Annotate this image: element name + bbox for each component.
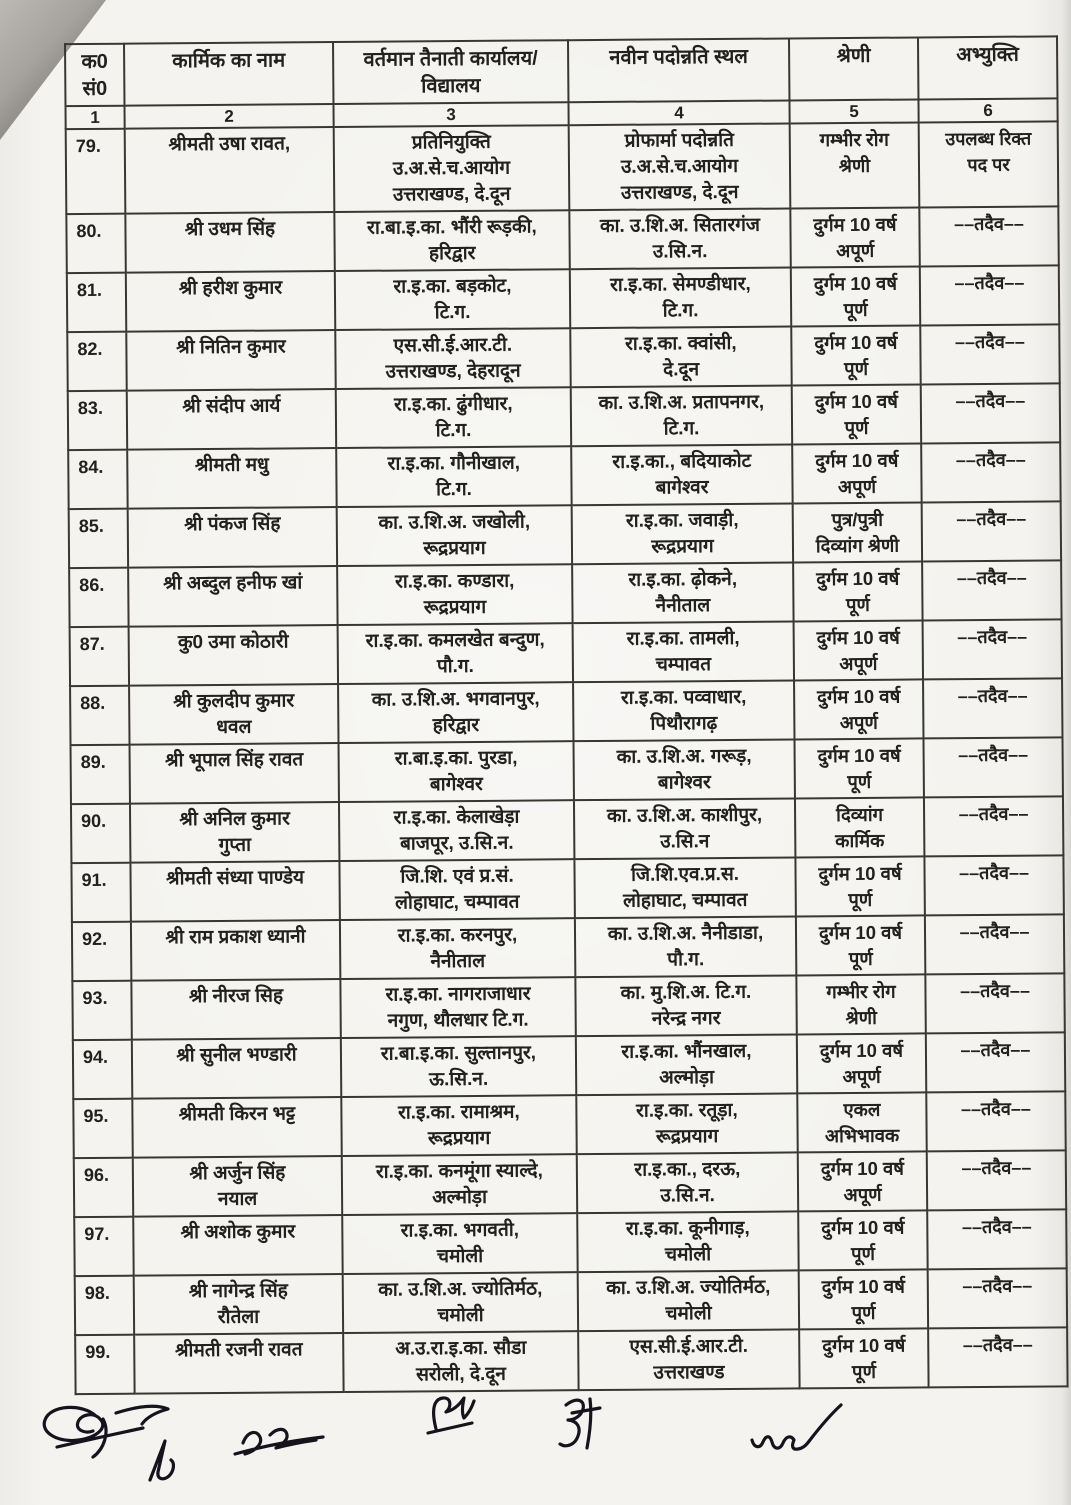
name-cell: श्रीमती किरन भट्ट [132,1097,341,1158]
current-posting-cell: का. उ.शि.अ. भगवानपुर, हरिद्वार [338,682,573,743]
table-body [66,121,1068,1394]
remarks-cell: ––तदैव–– [927,1209,1066,1269]
table-row [72,973,1064,1040]
serial-cell: 95. [73,1099,132,1158]
table-row [66,206,1058,273]
remarks-cell: ––तदैव–– [924,796,1063,856]
header-remarks: अभ्युक्ति [918,36,1057,99]
serial-cell: 85. [69,509,128,568]
signature-ink-6 [752,1405,841,1449]
table-row [67,324,1059,391]
category-cell: दुर्गम 10 वर्ष पूर्ण [796,915,925,975]
table-row [68,383,1060,450]
serial-cell: 81. [67,273,126,332]
remarks-cell: ––तदैव–– [926,1091,1065,1151]
table-row [69,560,1061,627]
table-row [67,265,1059,332]
new-posting-cell: प्रोफार्मा पदोन्नति उ.अ.से.च.आयोग उत्तराखण्ड, दे.दून [569,123,791,210]
serial-cell: 84. [68,450,127,509]
remarks-cell: ––तदैव–– [927,1150,1066,1210]
remarks-cell: ––तदैव–– [922,560,1061,620]
current-posting-cell: रा.बा.इ.का. सुल्तानपुर, ऊ.सि.न. [341,1036,576,1097]
new-posting-cell: जि.शि.एव.प्र.स. लोहाघाट, चम्पावत [574,857,795,918]
category-cell: दुर्गम 10 वर्ष पूर्ण [791,266,920,326]
new-posting-cell: रा.इ.का. कूनीगाड़, चमोली [577,1211,798,1272]
remarks-cell: ––तदैव–– [928,1327,1067,1387]
serial-cell: 93. [72,981,131,1040]
header-personnel-name: कार्मिक का नाम [124,42,333,106]
current-posting-cell: का. उ.शि.अ. ज्योतिर्मठ, चमोली [343,1272,578,1333]
current-posting-cell: का. उ.शि.अ. जखोली, रूद्रप्रयाग [337,505,572,566]
remarks-cell: ––तदैव–– [922,501,1061,561]
table-row [73,1091,1065,1158]
current-posting-cell: रा.इ.का. कमलखेत बन्दुण, पौ.ग. [338,623,573,684]
new-posting-cell: का. उ.शि.अ. नैनीडाडा, पौ.ग. [575,916,796,977]
current-posting-cell: रा.इ.का. केलाखेड़ा बाजपूर, उ.सि.न. [339,800,574,861]
name-cell: श्री अनिल कुमार गुप्ता [130,802,339,863]
serial-cell: 86. [69,568,128,627]
serial-cell: 92. [72,922,131,981]
serial-cell: 88. [70,686,129,745]
category-cell: दिव्यांग कार्मिक [795,797,924,857]
name-cell: श्री उधम सिंह [125,212,334,273]
category-cell: दुर्गम 10 वर्ष पूर्ण [798,1210,927,1270]
serial-cell: 97. [74,1217,133,1276]
serial-cell: 80. [66,214,125,273]
signature-ink-3 [235,1429,323,1454]
current-posting-cell: रा.बा.इ.का. पुरडा, बागेश्वर [339,741,574,802]
remarks-cell: ––तदैव–– [923,737,1062,797]
table-row [73,1032,1065,1099]
new-posting-cell: रा.इ.का., दरऊ, उ.सि.न. [577,1152,798,1213]
serial-cell: 94. [73,1040,132,1099]
category-cell: गम्भीर रोग श्रेणी [796,974,925,1034]
new-posting-cell: का. उ.शि.अ. सितारगंज उ.सि.न. [569,208,790,269]
category-cell: दुर्गम 10 वर्ष अपूर्ण [794,679,923,739]
signature-ink-5 [560,1399,600,1448]
new-posting-cell: रा.इ.का. ढ़ोकने, नैनीताल [572,562,793,623]
category-cell: दुर्गम 10 वर्ष पूर्ण [791,325,920,385]
new-posting-cell: का. उ.शि.अ. प्रतापनगर, टि.ग. [571,385,792,446]
current-posting-cell: रा.इ.का. रामाश्रम, रूद्रप्रयाग [341,1095,576,1156]
signature-ink-4 [428,1398,474,1433]
new-posting-cell: रा.इ.का. रतूड़ा, रूद्रप्रयाग [576,1093,797,1154]
remarks-cell: ––तदैव–– [919,206,1058,266]
serial-cell: 96. [74,1158,133,1217]
category-cell: दुर्गम 10 वर्ष पूर्ण [799,1269,928,1329]
table-row [68,442,1060,509]
new-posting-cell: रा.इ.का. जवाड़ी, रूद्रप्रयाग [572,503,793,564]
current-posting-cell: रा.इ.का. बड़कोट, टि.ग. [335,269,570,330]
name-cell: श्री भूपाल सिंह रावत [130,743,339,804]
header-serial-number: क0 सं0 [65,44,124,106]
remarks-cell: ––तदैव–– [923,678,1062,738]
current-posting-cell: एस.सी.ई.आर.टी. उत्तराखण्ड, देहरादून [335,328,570,389]
remarks-cell: ––तदैव–– [921,442,1060,502]
serial-cell: 79. [66,129,126,214]
new-posting-cell: का. उ.शि.अ. ज्योतिर्मठ, चमोली [578,1270,799,1331]
current-posting-cell: रा.इ.का. ढुंगीधार, टि.ग. [336,387,571,448]
current-posting-cell: रा.इ.का. गौनीखाल, टि.ग. [336,446,571,507]
table-row [71,855,1063,922]
table-row [69,501,1061,568]
new-posting-cell: का. उ.शि.अ. काशीपुर, उ.सि.न [574,798,795,859]
current-posting-cell: रा.इ.का. भगवती, चमोली [342,1213,577,1274]
name-cell: श्रीमती रजनी रावत [134,1333,343,1394]
remarks-cell: ––तदैव–– [926,1032,1065,1092]
serial-cell: 91. [71,863,130,922]
new-posting-cell: रा.इ.का. तामली, चम्पावत [573,621,794,682]
current-posting-cell: रा.इ.का. नागराजाधार नगुण, थौलधार टि.ग. [340,977,575,1038]
category-cell: दुर्गम 10 वर्ष पूर्ण [792,384,921,444]
remarks-cell: ––तदैव–– [928,1268,1067,1328]
header-current-posting: वर्तमान तैनाती कार्यालय/ विद्यालय [333,40,568,104]
signature-ink-1 [44,1406,168,1457]
serial-cell: 98. [75,1276,134,1335]
remarks-cell: ––तदैव–– [925,973,1064,1033]
name-cell: श्री नीरज सिह [131,979,340,1040]
table-row [75,1268,1067,1335]
current-posting-cell: अ.उ.रा.इ.का. सौडा सरोली, दे.दून [343,1331,578,1392]
current-posting-cell: रा.इ.का. कण्डारा, रूद्रप्रयाग [337,564,572,625]
remarks-cell: ––तदैव–– [924,855,1063,915]
table-row [70,619,1062,686]
name-cell: श्री नागेन्द्र सिंह रौतेला [134,1274,343,1335]
serial-cell: 89. [71,745,130,804]
current-posting-cell: जि.शि. एवं प्र.सं. लोहाघाट, चम्पावत [339,859,574,920]
name-cell: श्री राम प्रकाश ध्यानी [131,920,340,981]
promotion-posting-table [64,35,1069,1395]
column-number: 4 [568,100,789,125]
category-cell: दुर्गम 10 वर्ष पूर्ण [793,561,922,621]
current-posting-cell: रा.इ.का. करनपुर, नैनीताल [340,918,575,979]
header-category: श्रेणी [789,37,918,100]
table-row [71,796,1063,863]
column-number: 2 [124,104,333,129]
table-row [72,914,1064,981]
category-cell: एकल अभिभावक [797,1092,926,1152]
current-posting-cell: रा.बा.इ.का. भौंरी रूड़की, हरिद्वार [334,210,569,271]
category-cell: दुर्गम 10 वर्ष अपूर्ण [798,1151,927,1211]
category-cell: दुर्गम 10 वर्ष पूर्ण [799,1328,928,1388]
current-posting-cell: प्रतिनियुक्ति उ.अ.से.च.आयोग उत्तराखण्ड, दे.दून [334,125,570,212]
category-cell: दुर्गम 10 वर्ष अपूर्ण [794,620,923,680]
header-row [65,36,1057,106]
name-cell: श्री संदीप आर्य [127,389,336,450]
category-cell: पुत्र/पुत्री दिव्यांग श्रेणी [793,502,922,562]
table-row [71,737,1063,804]
column-number: 5 [789,99,918,123]
new-posting-cell: एस.सी.ई.आर.टी. उत्तराखण्ड [578,1329,799,1390]
header-new-promotion-place: नवीन पदोन्नति स्थल [568,38,789,102]
table-row [70,678,1062,745]
new-posting-cell: रा.इ.का. पव्वाधार, पिथौरागढ़ [573,680,794,741]
column-number: 3 [333,102,568,127]
category-cell: दुर्गम 10 वर्ष पूर्ण [795,856,924,916]
column-number: 1 [65,106,124,129]
name-cell: श्रीमती मधु [127,448,336,509]
category-cell: दुर्गम 10 वर्ष अपूर्ण [792,443,921,503]
name-cell: श्री सुनील भण्डारी [132,1038,341,1099]
new-posting-cell: का. उ.शि.अ. गरूड़, बागेश्वर [574,739,795,800]
name-cell: श्री नितिन कुमार [126,330,335,391]
serial-cell: 90. [71,804,130,863]
category-cell: दुर्गम 10 वर्ष अपूर्ण [797,1033,926,1093]
serial-cell: 87. [70,627,129,686]
name-cell: श्री अर्जुन सिंह नयाल [133,1156,342,1217]
table-row [74,1209,1066,1276]
remarks-cell: ––तदैव–– [921,383,1060,443]
name-cell: श्री अब्दुल हनीफ खां [128,566,337,627]
name-cell: श्रीमती संध्या पाण्डेय [130,861,339,922]
serial-cell: 99. [75,1335,134,1394]
remarks-cell: ––तदैव–– [920,324,1059,384]
remarks-cell: ––तदैव–– [920,265,1059,325]
remarks-cell: उपलब्ध रिक्त पद पर [919,121,1059,207]
signature-ink-2 [150,1441,173,1480]
category-cell: गम्भीर रोग श्रेणी [790,122,920,208]
name-cell: श्रीमती उषा रावत, [125,127,335,214]
table-row [75,1327,1067,1394]
name-cell: श्री अशोक कुमार [133,1215,342,1276]
category-cell: दुर्गम 10 वर्ष अपूर्ण [790,207,919,267]
new-posting-cell: रा.इ.का. भौंनखाल, अल्मोड़ा [576,1034,797,1095]
name-cell: श्री पंकज सिंह [128,507,337,568]
category-cell: दुर्गम 10 वर्ष पूर्ण [794,738,923,798]
serial-cell: 82. [67,332,126,391]
new-posting-cell: का. मु.शि.अ. टि.ग. नरेन्द्र नगर [575,975,796,1036]
new-posting-cell: रा.इ.का. सेमण्डीधार, टि.ग. [570,267,791,328]
remarks-cell: ––तदैव–– [925,914,1064,974]
name-cell: श्री कुलदीप कुमार धवल [129,684,338,745]
new-posting-cell: रा.इ.का. क्वांसी, दे.दून [570,326,791,387]
new-posting-cell: रा.इ.का., बदियाकोट बागेश्वर [571,444,792,505]
table-row [74,1150,1066,1217]
name-cell: कु0 उमा कोठारी [129,625,338,686]
current-posting-cell: रा.इ.का. कनमूंगा स्याल्दे, अल्मोड़ा [342,1154,577,1215]
remarks-cell: ––तदैव–– [923,619,1062,679]
name-cell: श्री हरीश कुमार [126,271,335,332]
table-row [66,121,1059,214]
serial-cell: 83. [68,391,127,450]
column-number: 6 [918,98,1057,122]
